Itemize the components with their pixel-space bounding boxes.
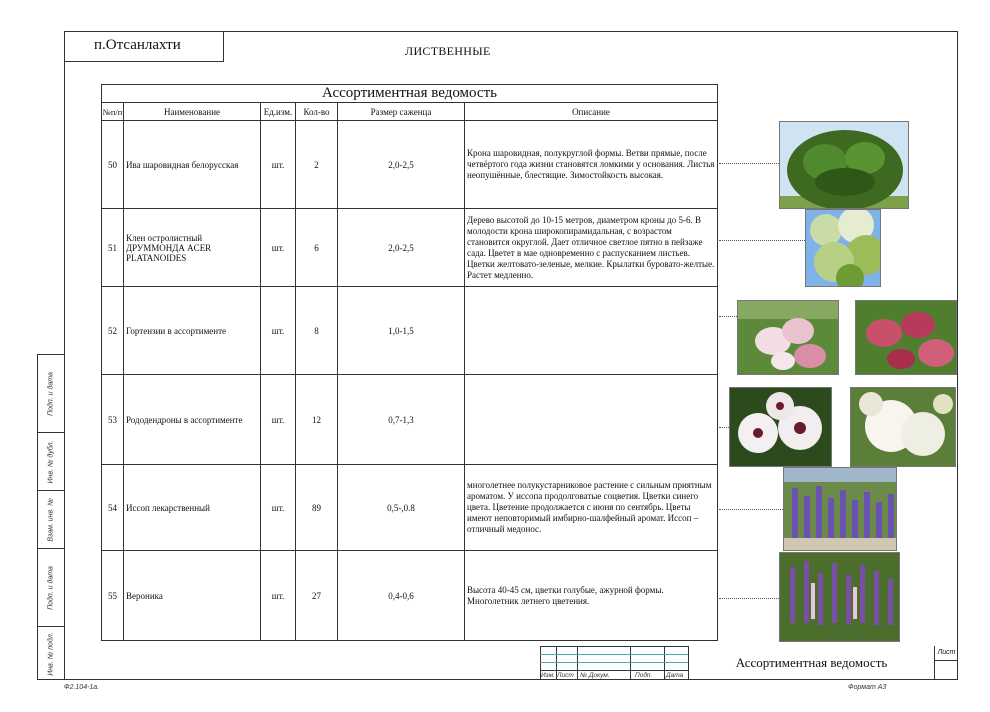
row-description: Дерево высотой до 10-15 метров, диаметром кроны до 5-6. В молодости крона широкопирамидальная, с возрастом становится округлой. Дает отличное светлое пятно в пейзаже сада. Цветет в мае одновременно с распусканием листьев. Цветки желтовато-зеленые, мелкие. Крылатки буровато-желтые. Растет медленно. xyxy=(465,209,718,287)
table-row xyxy=(102,465,718,551)
leader-line xyxy=(719,427,729,428)
column-header: №п/п xyxy=(102,103,124,121)
side-stamp-strip xyxy=(37,354,64,680)
sheet-title: Ассортиментная ведомость xyxy=(688,646,934,680)
side-label: Инв. № подл. xyxy=(47,631,55,676)
leader-line xyxy=(719,163,779,164)
side-label: Подп. и дата xyxy=(47,371,55,416)
row-description: многолетнее полукустарниковое растение с сильным приятным ароматом. У иссопа продолговатые соцветия. Цветки синего цвета. Цветение продолжается с июня по сентябрь. Цветы имеют неповторимый имбирно-шалфейный аромат. Иссоп – отличный медонос. xyxy=(465,465,718,551)
row-number: 54 xyxy=(102,465,124,551)
row-description xyxy=(465,375,718,465)
row-name: Рододендроны в ассортименте xyxy=(124,375,261,465)
maple-photo xyxy=(805,209,881,287)
row-size: 2,0-2,5 xyxy=(338,121,465,209)
row-number: 53 xyxy=(102,375,124,465)
row-name: Гортензии в ассортименте xyxy=(124,287,261,375)
place-title: п.Отсанлахти xyxy=(94,37,181,53)
rhododendron-photo-white xyxy=(729,387,832,467)
sheet-label: Лист xyxy=(935,646,958,661)
row-unit: шт. xyxy=(261,209,296,287)
willow-photo xyxy=(779,121,909,209)
side-label: Инв. № дубл. xyxy=(47,439,55,484)
row-number: 51 xyxy=(102,209,124,287)
sheet-format: Формат А3 xyxy=(848,684,887,691)
row-size: 1,0-1,5 xyxy=(338,287,465,375)
row-quantity: 27 xyxy=(296,551,338,641)
row-size: 2,0-2,5 xyxy=(338,209,465,287)
stamp-label: Лист xyxy=(557,672,574,679)
row-quantity: 8 xyxy=(296,287,338,375)
row-size: 0,4-0,6 xyxy=(338,551,465,641)
row-unit: шт. xyxy=(261,465,296,551)
row-description: Крона шаровидная, полукруглой формы. Ветви прямые, после четвёртого года жизни становятся ломкими у основания. Листья неопушённые, блестящие. Зимостойкость высокая. xyxy=(465,121,718,209)
row-number: 52 xyxy=(102,287,124,375)
row-size: 0,7-1,3 xyxy=(338,375,465,465)
row-unit: шт. xyxy=(261,121,296,209)
hyssop-photo xyxy=(783,467,897,551)
table-caption: Ассортиментная ведомость xyxy=(102,85,718,103)
side-label: Подп. и дата xyxy=(47,565,55,610)
row-name: Вероника xyxy=(124,551,261,641)
row-name: Ива шаровидная белорусская xyxy=(124,121,261,209)
column-header: Ед.изм. xyxy=(261,103,296,121)
row-unit: шт. xyxy=(261,551,296,641)
hydrangea-photo-red xyxy=(855,300,957,375)
column-header: Размер саженца xyxy=(338,103,465,121)
stamp-label: Дата xyxy=(666,672,684,679)
table-row xyxy=(102,375,718,465)
column-header: Кол-во xyxy=(296,103,338,121)
row-quantity: 89 xyxy=(296,465,338,551)
row-name: Иссоп лекарственный xyxy=(124,465,261,551)
leader-line xyxy=(719,316,737,317)
assortment-table xyxy=(101,84,718,641)
side-label: Взам. инв. № xyxy=(47,497,55,542)
leader-line xyxy=(719,509,783,510)
row-size: 0,5-,0.8 xyxy=(338,465,465,551)
category-title: ЛИСТВЕННЫЕ xyxy=(405,44,491,58)
row-description xyxy=(465,287,718,375)
table-row xyxy=(102,121,718,209)
row-number: 50 xyxy=(102,121,124,209)
form-code: Ф2.104-1а. xyxy=(64,684,100,691)
sheet-number-box xyxy=(934,646,958,680)
hydrangea-photo-white xyxy=(737,300,839,375)
row-quantity: 6 xyxy=(296,209,338,287)
place-title-box xyxy=(64,31,224,62)
veronica-photo xyxy=(779,552,900,642)
row-quantity: 2 xyxy=(296,121,338,209)
column-header: Наименование xyxy=(124,103,261,121)
row-name: Клен остролистный ДРУММОНДА ACER PLATANOIDES xyxy=(124,209,261,287)
table-row xyxy=(102,551,718,641)
leader-line xyxy=(719,240,805,241)
rhododendron-photo-cream xyxy=(850,387,956,467)
row-number: 55 xyxy=(102,551,124,641)
row-unit: шт. xyxy=(261,375,296,465)
stamp-label: № Докум. xyxy=(580,672,610,679)
stamp-label: Изм. xyxy=(541,672,555,679)
row-description: Высота 40-45 см, цветки голубые, ажурной формы. Многолетник летнего цветения. xyxy=(465,551,718,641)
table-row xyxy=(102,287,718,375)
row-unit: шт. xyxy=(261,287,296,375)
stamp-label: Подп. xyxy=(635,672,653,679)
table-row xyxy=(102,209,718,287)
row-quantity: 12 xyxy=(296,375,338,465)
leader-line xyxy=(719,598,779,599)
column-header: Описание xyxy=(465,103,718,121)
